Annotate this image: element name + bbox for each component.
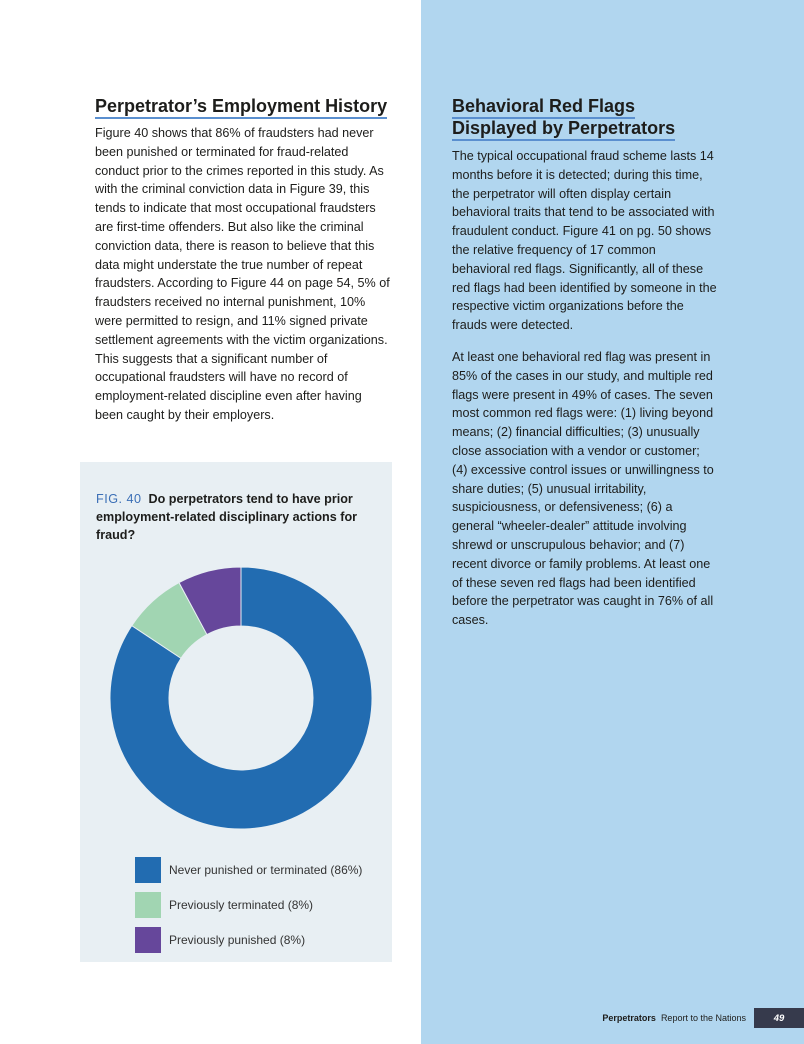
page-number: 49 [754,1008,804,1028]
figure-title: FIG. 40 Do perpetrators tend to have prior employment-related disciplinary actions for fraud? [96,492,358,542]
figure-40 [80,462,392,962]
body-text: The typical occupational fraud scheme lasts 14 months before it is detected; during this time, the perpetrator will often display certain behavioral traits that tend to be associated with fraudulent conduct. Figure 41 on pg. 50 shows the relative frequency of 17 common behavioral red flags. Significantly, all of these red flags had been identified by someone in the respective victim organizations before the frauds were detected. [452,149,717,333]
legend-swatch [135,927,161,953]
footer-section: Perpetrators [602,1013,656,1023]
legend-item [135,892,362,918]
legend [135,857,362,962]
legend-item [135,857,362,883]
footer-report: Report to the Nations [660,1013,746,1023]
section-heading: Behavioral Red Flags Displayed by Perpetrators [452,95,717,139]
section-heading: Perpetrator’s Employment History [95,95,390,117]
legend-label: Previously punished (8%) [169,933,306,947]
employment-history-section [95,95,390,425]
legend-label: Never punished or terminated (86%) [169,863,363,877]
legend-swatch [135,892,161,918]
legend-swatch [135,857,161,883]
body-text: At least one behavioral red flag was present in 85% of the cases in our study, and multiple red flags were present in 49% of cases. The seven most common red flags were: (1) living beyond means; (2) financial difficulties; (3) unusually close association with a vendor or customer; (4) excessive control issues or unwillingness to share duties; (5) unusual irritability, suspiciousness, or defensiveness; (6) a general “wheeler-dealer” attitude involving shrewd or unscrupulous behavior; and (7) recent divorce or family problems. At least one of these seven red flags had been identified before the perpetrator was caught in 76% of all cases. [452,349,714,628]
footer [602,1008,746,1028]
legend-item [135,927,362,953]
legend-label: Previously terminated (8%) [169,898,314,912]
red-flags-section [452,95,717,630]
body-text: Figure 40 shows that 86% of fraudsters had never been punished or terminated for fraud-related conduct prior to the crimes reported in this study. As with the criminal conviction data in Figure 39, this tends to indicate that most occupational fraudsters are first-time offenders. But also like the criminal conviction data, there is reason to believe that this data might understate the true number of repeat fraudsters. According to Figure 44 on page 54, 5% of fraudsters received no internal punishment, 10% were permitted to resign, and 11% signed private settlement agreements with the victim organizations. This suggests that a significant number of occupational fraudsters will have no record of employment-related discipline even after having been caught by their employers. [95,126,390,422]
